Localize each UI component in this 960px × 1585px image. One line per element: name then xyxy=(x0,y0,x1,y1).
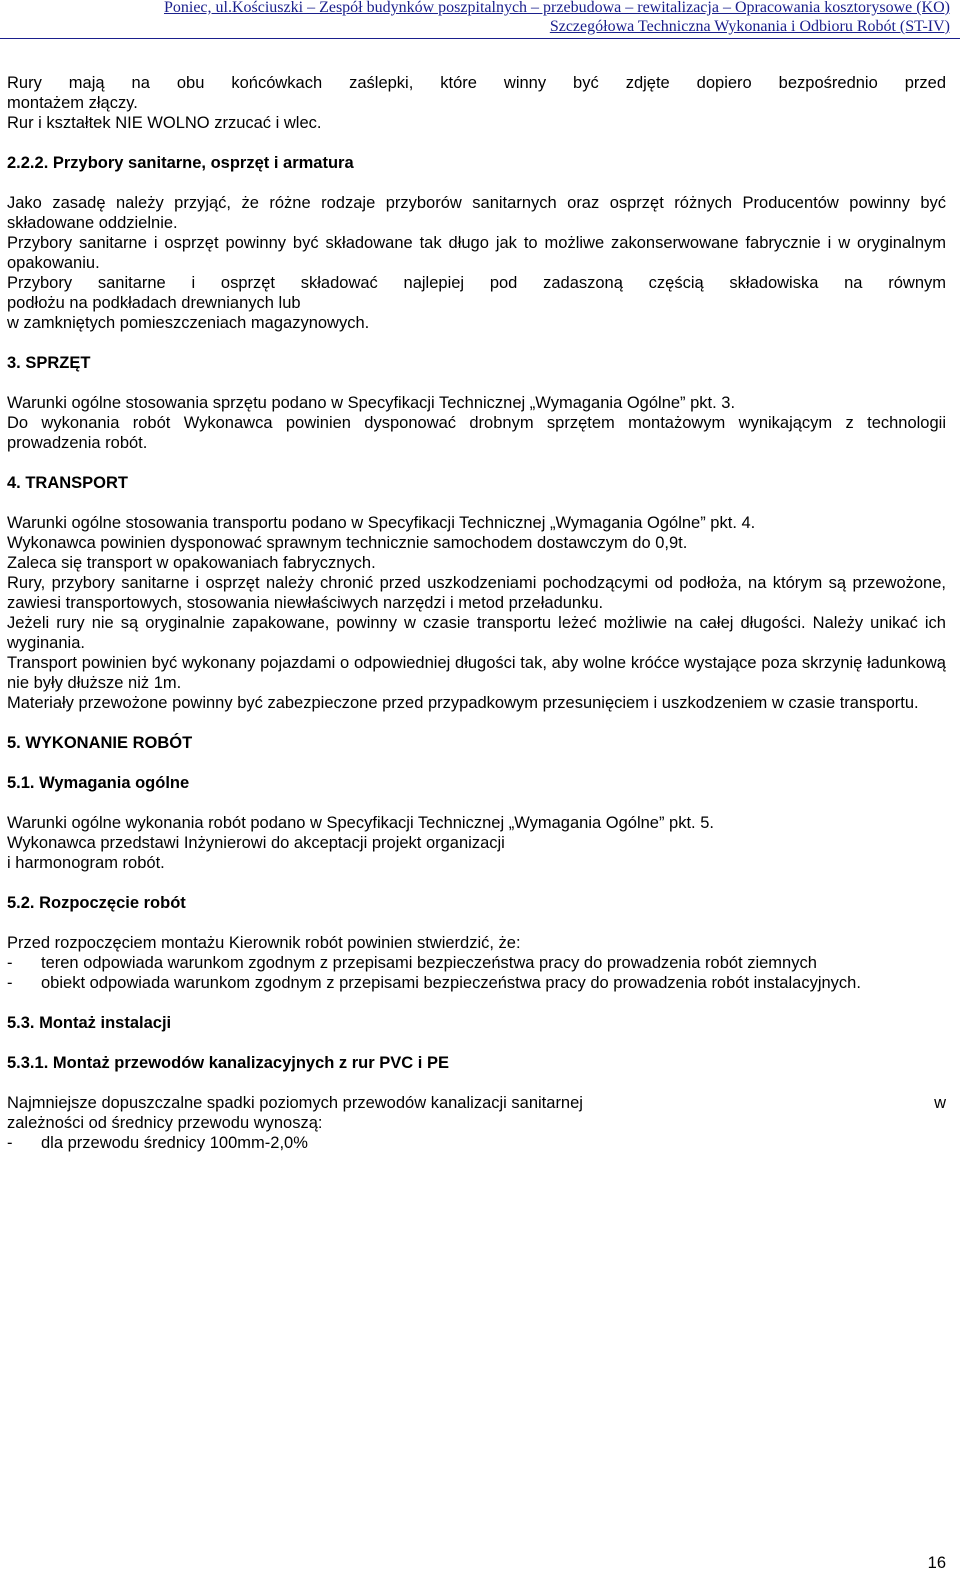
page-header xyxy=(0,0,960,39)
list-item-text: obiekt odpowiada warunkom zgodnym z przepisami bezpieczeństwa pracy do prowadzenia robót instalacyjnych. xyxy=(41,974,861,992)
paragraph: Zaleca się transport w opakowaniach fabrycznych. xyxy=(7,554,376,572)
paragraph: Warunki ogólne stosowania transportu podano w Specyfikacji Technicznej „Wymagania Ogólne” pkt. 4. xyxy=(7,514,756,532)
list-item xyxy=(7,1133,946,1153)
bullet-list xyxy=(7,1133,946,1153)
paragraph: w zamkniętych pomieszczeniach magazynowych. xyxy=(7,314,370,332)
paragraph: montażem złączy. xyxy=(7,94,138,112)
list-item-text: dla przewodu średnicy 100mm-2,0% xyxy=(41,1134,308,1152)
paragraph: Rur i kształtek NIE WOLNO zrzucać i wlec. xyxy=(7,114,322,132)
section-heading: 5.1. Wymagania ogólne xyxy=(7,774,190,792)
paragraph: zależności od średnicy przewodu wynoszą: xyxy=(7,1114,323,1132)
list-dash: - xyxy=(7,954,13,972)
paragraph: i harmonogram robót. xyxy=(7,854,165,872)
list-item xyxy=(7,973,946,993)
list-dash: - xyxy=(7,974,13,992)
list-item-text: teren odpowiada warunkom zgodnym z przepisami bezpieczeństwa pracy do prowadzenia robót ziemnych xyxy=(41,954,817,972)
section-heading: 3. SPRZĘT xyxy=(7,354,91,372)
paragraph: Jeżeli rury nie są oryginalnie zapakowane, powinny w czasie transportu leżeć możliwie na całej długości. Należy unikać ich wyginania. xyxy=(7,614,946,652)
paragraph-text: w xyxy=(934,1094,946,1112)
list-dash: - xyxy=(7,1134,13,1152)
paragraph xyxy=(7,1093,946,1113)
paragraph: Rury, przybory sanitarne i osprzęt należy chronić przed uszkodzeniami pochodzącymi od podłoża, na którym są przewożone, zawiesi transportowych, stosowania niewłaściwych narzędzi i metod przeładunku. xyxy=(7,574,946,612)
section-heading: 4. TRANSPORT xyxy=(7,474,129,492)
page-number: 16 xyxy=(927,1554,946,1572)
section-heading: 2.2.2. Przybory sanitarne, osprzęt i armatura xyxy=(7,154,354,172)
bullet-list xyxy=(7,953,946,993)
section-heading: 5.3. Montaż instalacji xyxy=(7,1014,172,1032)
paragraph-text: Najmniejsze dopuszczalne spadki poziomych przewodów kanalizacji sanitarnej xyxy=(7,1094,583,1112)
paragraph: Materiały przewożone powinny być zabezpieczone przed przypadkowym przesunięciem i uszkodzeniem w czasie transportu. xyxy=(7,694,919,712)
paragraph: podłożu na podkładach drewnianych lub xyxy=(7,294,301,312)
section-heading: 5.2. Rozpoczęcie robót xyxy=(7,894,186,912)
header-subtitle: Szczegółowa Techniczna Wykonania i Odbioru Robót (ST-IV) xyxy=(549,18,950,35)
list-item xyxy=(7,953,946,973)
paragraph: Przybory sanitarne i osprzęt powinny być składowane tak długo jak to możliwe zakonserwowane fabrycznie i w oryginalnym opakowaniu. xyxy=(7,234,946,272)
paragraph: Rury mają na obu końcówkach zaślepki, które winny być zdjęte dopiero bezpośrednio przed xyxy=(7,74,946,92)
header-title: Poniec, ul.Kościuszki – Zespół budynków poszpitalnych – przebudowa – rewitalizacja – Opracowania kosztorysowe (KO) xyxy=(163,0,950,16)
section-heading: 5.3.1. Montaż przewodów kanalizacyjnych z rur PVC i PE xyxy=(7,1054,449,1072)
paragraph: Do wykonania robót Wykonawca powinien dysponować drobnym sprzętem montażowym wynikającym z technologii prowadzenia robót. xyxy=(7,414,946,452)
paragraph: Przed rozpoczęciem montażu Kierownik robót powinien stwierdzić, że: xyxy=(7,934,521,952)
paragraph: Warunki ogólne stosowania sprzętu podano w Specyfikacji Technicznej „Wymagania Ogólne” pkt. 3. xyxy=(7,394,736,412)
document-body xyxy=(7,73,946,1153)
paragraph: Wykonawca powinien dysponować sprawnym technicznie samochodem dostawczym do 0,9t. xyxy=(7,534,688,552)
paragraph: Wykonawca przedstawi Inżynierowi do akceptacji projekt organizacji xyxy=(7,834,505,852)
paragraph: Jako zasadę należy przyjąć, że różne rodzaje przyborów sanitarnych oraz osprzęt różnych Producentów powinny być składowane oddzielnie. xyxy=(7,194,946,232)
paragraph: Transport powinien być wykonany pojazdami o odpowiedniej długości tak, aby wolne króćce wystające poza skrzynię ładunkową nie były dłuższe niż 1m. xyxy=(7,654,946,692)
paragraph: Przybory sanitarne i osprzęt składować najlepiej pod zadaszoną częścią składowiska na równym xyxy=(7,274,946,292)
paragraph: Warunki ogólne wykonania robót podano w Specyfikacji Technicznej „Wymagania Ogólne” pkt. 5. xyxy=(7,814,714,832)
section-heading: 5. WYKONANIE ROBÓT xyxy=(7,734,193,752)
